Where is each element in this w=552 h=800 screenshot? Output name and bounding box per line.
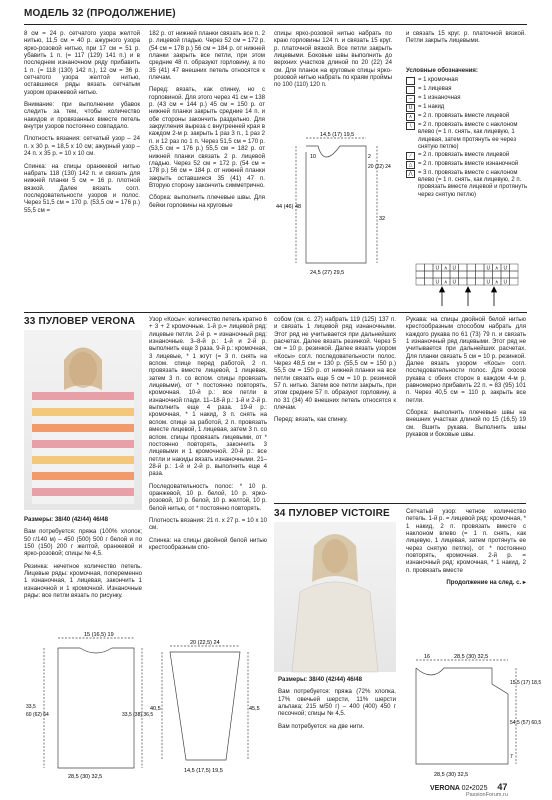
arrow-head-icon xyxy=(440,287,445,292)
dim-a: 16 xyxy=(424,654,431,660)
m32-text: спицы ярко-розовой нитью набрать по краю горловины 124 п. и связать 15 круг. р. платочной вязкой. Все петли закрыть лицевыми. Боковые швы выполнить до верхних участков длиной по 20 (22) 24 см. Для планок на круговые спицы ярко-розовой нитью набрать по краям проймы по 100 (110) 120 п. xyxy=(274,30,392,89)
dim-mid: 20 (22) 24 xyxy=(368,164,391,170)
dim-d: 54,5 (57) 60,5 xyxy=(510,720,542,726)
dim-left-2: 60 (62) 64 xyxy=(26,712,49,718)
chart-symbol: ∧ xyxy=(494,279,499,286)
sweater-stripe xyxy=(32,496,134,504)
m32-text: 8 см = 24 р. сетчатого узора желтой нитью, 11,5 см = 40 р. ажурного узора ярко-розовой нитью, при 17 см = 51 р. убавить 1 п. (= 117 (129) 141 п.) и в последнем изнаночном ряду прибавить 1 п. (= 118 (130) 142 п.), 12 см = 36 р. сетчатого узора желтой нитью, оставшиеся ряды вязать сетчатым узором оранжевой нитью. xyxy=(24,30,140,96)
legend-symbol-icon xyxy=(406,77,415,85)
chart-cell xyxy=(467,271,476,278)
chart-cell xyxy=(416,264,425,271)
site-watermark: PassionForum.ru xyxy=(466,792,508,798)
legend-symbol-icon: ∕ xyxy=(406,152,415,160)
m32-knitting-chart xyxy=(412,262,524,310)
m33-sizes: Размеры: 38/40 (42/44) 46/48 xyxy=(24,516,109,523)
m33-column-3 xyxy=(274,316,396,429)
legend-text: = 1 кромочная xyxy=(418,77,458,84)
m32-text: Перед: вязать, как спинку, но с горловиной. Для этого через 41 см = 138 р. (43 см = 144 р.) 45 см = 150 р. от нижней планки закрыть средние 14 п. и обе стороны закончить раздельно. Для закругления выреза с внутренней края в каждом 2-м р. закрыть 1 раз 3 п., 1 раз 2 п. и 12 раз по 1 п. Через 51,5 см = 170 р. (53,5 см = 176 р.) 55,5 см = 182 р. от нижней планки связать 2 р. лицевой гладью. Через 52 см = 172 р. (54 см = 178 р.) 56 см = 184 р. от нижней планки закрыть оставшиеся 35 (41) 47 п. Вторую сторону закончить симметрично. xyxy=(149,86,265,189)
arrow-head-icon xyxy=(492,287,497,292)
chart-symbol: ∧ xyxy=(443,279,448,286)
model33-photo xyxy=(24,330,142,510)
m33-elastic: Резинка: нечетное количество петель. Лицевые ряды: кромочная, попеременно 1 изнаночная, 1 лицевая, закончить 1 изнаночной и 1 кромочной. Изнаночные ряды: все петли вязать по рисунку. xyxy=(24,562,142,600)
sweater-stripe xyxy=(32,424,134,432)
pullover-illustration xyxy=(274,522,396,672)
sweater-stripe xyxy=(32,480,134,488)
chart-cell xyxy=(425,278,434,285)
m33-text: Спинка: на спицы двойной белой нитью крестообразным спо- xyxy=(149,536,267,551)
chart-symbol: U xyxy=(503,279,508,286)
sweater-stripe xyxy=(32,448,134,456)
dim-side-right: 32 xyxy=(379,216,386,222)
m33-body-schematic xyxy=(24,628,154,782)
sweater-stripe xyxy=(32,392,134,400)
sweater-stripe xyxy=(32,456,134,464)
m33-text: Рукава: на спицы двойной белой нитью крестообразным способом набрать для каждого рукава по 61 (73) 79 п. и связать 1 изнаночный ряд лицевыми. Этот ряд не учитывается при дальнейших расчетах. Для планки связать 5 см = 10 р. резинкой. Далее вязать узором «Косы» согл. последовательности полос. Для скосов рукава с обеих сторон в каждом 4-м р. равномерно прибавить 22 п. = 83 (95) 101 п. Через 40,5 см = 110 р. закрыть все петли. xyxy=(406,316,526,404)
dim-left: 40,5 xyxy=(150,706,161,712)
dim-left: 33,5 xyxy=(26,704,36,710)
chart-symbol: ∧ xyxy=(443,265,448,272)
m33-column-4 xyxy=(406,316,526,444)
m33-text: Сборка: выполнить плечевые швы на внешних участках длиной по 15 (16,5) 19 см. Вшить рукава. Выполнить швы рукавов и боковые швы. xyxy=(406,409,526,439)
m32-column-3 xyxy=(274,30,392,94)
legend-title: Условные обозначения: xyxy=(406,68,478,74)
legend-text: = 2 п. провязать вместе изнаночной xyxy=(418,161,519,168)
legend-item xyxy=(406,77,528,85)
dim-bottom: 24,5 (27) 29,5 xyxy=(310,270,345,276)
chart-symbol: U xyxy=(452,279,457,286)
sweater-stripe xyxy=(32,416,134,424)
chart-cell xyxy=(459,271,468,278)
m33-column-2 xyxy=(149,316,267,556)
chart-cell xyxy=(433,271,442,278)
dim-top: 14,5 (17) 19,5 xyxy=(320,132,355,138)
m33-sleeve-schematic xyxy=(150,640,260,780)
legend-text: = 2 п. провязать вместе лицевой xyxy=(418,113,510,120)
dim-depth: 2 xyxy=(368,154,371,160)
dim-side-left: 44 (46) 48 xyxy=(276,204,302,210)
m34-text: Сетчатый узор: четное количество петель. 1-й р. = лицевой ряд: кромочная, * 1 накид, 2 п. провязать вместе с наклоном влево (= 1 п. снять, как лицевую, 1 лицевая, затем протянуть ее через снятую петлю), от * постоянно повторять, кромочная. 2-й р. = изнаночный ряд: кромочная, * 1 накид, 2 п. провязать вместе xyxy=(406,508,526,574)
legend-text: = 2 п. провязать вместе с наклоном влево (= 1 п. снять, как лицевую, 1 лицевая, затем протянуть ее через снятую петлю) xyxy=(418,122,518,150)
legend-text: = 3 п. провязать вместе с наклоном влево (= 1 п. снять, как лицевую, 2 п. провязать вместе лицевой и протянуть через снятую петлю) xyxy=(418,170,528,198)
chart-cell xyxy=(459,264,468,271)
dim-top: 15 (16,5) 19 xyxy=(84,632,114,638)
m34-column-3 xyxy=(278,676,396,735)
chart-cell xyxy=(459,278,468,285)
chart-cell xyxy=(510,264,519,271)
chart-symbol: ∧ xyxy=(494,265,499,272)
model34-photo xyxy=(274,522,396,672)
chart-cell xyxy=(442,271,451,278)
legend-item xyxy=(406,161,528,169)
sweater-stripe xyxy=(32,472,134,480)
legend-symbol-icon: ∖ xyxy=(406,122,415,130)
m33-text: Узор «Косы»: количество петель кратно 6 + 3 + 2 кромочные. 1-й р.= лицевой ряд: лицевые петли. 2-й р. = изнаночный ряд: изнаночные. 3–8-й р.: 1-й и 2-й р. выполнить еще 3 раза. 9-й р.: кромочная, 3 лицевые, * 1 жгут (= 3 п. снять на вспом. спице перед работой, 2 п. провязать вместе лицевой, 1 лицевая, затем 3 п. со вспом. спицы провязать лицевыми), от * постоянно повторять, кромочная. 10-й р.: все петли в изнаночной глади. 11–18-й р.: 1-й и 2-й р. выполнить еще 4 раза. 19-й р.: кромочная, * 1 накид, 3 п. снять на вспом. спице за работой, 2 п. провязать вместе лицевой, 1 лицевая, затем 3 п. со вспом. спицы провязать лицевыми, от * постоянно повторять, закончить 3 лицевыми и 1 кромочной. 20-й р.: все петли и накиды вязать изнаночными. 21–28-й р.: 1-й и 2-й р. выполнить еще 4 раза. xyxy=(149,316,267,478)
legend-symbol-icon: – xyxy=(406,95,415,103)
m34-materials: Вам потребуется: пряжа (72% хлопка, 17% овечьей шерсти, 11% шерсти альпака; 215 м/50 г) – 400 (400) 450 г песочной; спицы № 4,5. xyxy=(278,688,396,718)
legend-symbol-icon: ∧ xyxy=(406,113,415,121)
chart-symbol: U xyxy=(452,265,457,272)
chart-symbol: U xyxy=(435,265,440,272)
chart-cell xyxy=(493,271,502,278)
m32-column-2 xyxy=(149,30,265,214)
legend-item xyxy=(406,152,528,160)
dim-e: 7 xyxy=(510,754,513,760)
legend-symbol-icon: U xyxy=(406,104,415,112)
chart-cell xyxy=(416,278,425,285)
m33-text: Перед: вязать, как спинку. xyxy=(274,416,348,424)
legend-text: = 1 изнаночная xyxy=(418,95,461,102)
legend-item xyxy=(406,170,528,199)
chart-cell xyxy=(510,278,519,285)
arrow-head-icon xyxy=(466,287,471,292)
m32-legend xyxy=(406,68,528,200)
chart-symbol: U xyxy=(486,265,491,272)
page-footer xyxy=(430,782,507,792)
sweater-stripe xyxy=(32,408,134,416)
legend-item xyxy=(406,113,528,121)
legend-item xyxy=(406,122,528,151)
m34-column-4 xyxy=(406,508,526,591)
dim-c: 15,5 (17) 18,5 xyxy=(510,680,542,686)
chart-cell xyxy=(467,264,476,271)
m33-text: Последовательность полос: * 10 р. оранжевой, 10 р. белой, 10 р. ярко-розовой, 10 р. белой, 10 р. желтой, 10 р. белой нитью, от * постоянно повторять. xyxy=(149,482,267,512)
chart-cell xyxy=(450,271,459,278)
sweater-stripe xyxy=(32,464,134,472)
legend-symbol-icon: △ xyxy=(406,161,415,169)
chart-symbol: U xyxy=(435,279,440,286)
chart-cell xyxy=(416,271,425,278)
chart-symbol: U xyxy=(503,265,508,272)
m32-body-schematic xyxy=(274,128,392,278)
sweater-illustration xyxy=(24,330,142,510)
chart-cell xyxy=(467,278,476,285)
chart-symbol: U xyxy=(486,279,491,286)
sweater-stripe xyxy=(32,432,134,440)
m32-text: Сборка: выполнить плечевые швы. Для бейки горловины на круговые xyxy=(149,194,265,209)
m32-column-1 xyxy=(24,30,140,219)
m32-text: и связать 15 круг. р. платочной вязкой. Петли закрыть лицевыми. xyxy=(406,30,526,45)
chart-cell xyxy=(476,271,485,278)
legend-item xyxy=(406,104,528,112)
dim-right: 45,5 xyxy=(249,706,260,712)
m32-text: 182 р. от нижней планки связать все п. 2 р. лицевой гладью. Через 52 см = 172 р. (54 см = 178 р.) 56 см = 184 р. от нижней планки закрыть все петли, при этом средние 48 п. образуют горловину, а по 35 (41) 47 внешних петель относятся к плечам. xyxy=(149,30,265,82)
m34-body-schematic xyxy=(404,654,542,784)
issue: 02•2025 xyxy=(461,785,488,792)
dim-b: 28,5 (30) 32,5 xyxy=(454,654,489,660)
sweater-stripe xyxy=(32,440,134,448)
page-number: 47 xyxy=(497,782,508,792)
header-rule xyxy=(24,24,527,25)
legend-item xyxy=(406,95,528,103)
chart-cell xyxy=(484,271,493,278)
section-rule xyxy=(24,312,527,313)
model32-title: МОДЕЛЬ 32 (ПРОДОЛЖЕНИЕ) xyxy=(24,8,176,19)
legend-symbol-icon: ⋀ xyxy=(406,170,415,178)
m33-text: собом (см. с. 27) набрать 119 (125) 137 п. и связать 1 лицевой ряд изнаночными. Этот ряд не учитывается при дальнейших расчетах. Далее вязать резинкой. Через 5 см = 10 р. резинкой. Далее вязать узором «Косы» согл. последовательности полос. Через 48,5 см = 130 р. (55,5 см = 150 р.) 55,5 см = 150 р. от нижней планки на все петли связать еще 5 см = 10 р. резинкой 57 п. нитью. Затем все петли закрыть, при этом средние 57 п. образуют горловину, а по 31 (34) 40 внешних петель относятся к плечам. xyxy=(274,316,396,412)
magazine-name: VERONA xyxy=(430,785,460,792)
chart-cell xyxy=(425,264,434,271)
section-rule xyxy=(274,503,526,504)
chart-cell xyxy=(476,264,485,271)
m32-text: Плотность вязания: сетчатый узор – 24 п. х 30 р. = 18,5 х 10 см; ажурный узор – 24 п. х 35 р. = 10 х 10 см. xyxy=(24,135,140,158)
continue-note: Продолжение на след. с. ▸ xyxy=(446,579,526,587)
model33-title: 33 ПУЛОВЕР VERONA xyxy=(24,316,136,327)
m34-sizes: Размеры: 38/40 (42/44) 46/48 xyxy=(278,676,363,683)
chart-cell xyxy=(425,271,434,278)
sweater-stripe xyxy=(32,400,134,408)
dim-bottom: 28,5 (30) 32,5 xyxy=(434,772,469,778)
dim-right: 33,5 (38) 36,5 xyxy=(122,712,154,718)
model34-title: 34 ПУЛОВЕР VICTOIRE xyxy=(274,508,390,519)
m34-cont: Вам потребуется: на две нити. xyxy=(278,722,365,730)
m32-column-4 xyxy=(406,30,526,50)
m32-text: Внимание: при выполнении убавок следить за тем, чтобы количество накидов и провязанных вместе петель внутри узоров постоянно совпадало. xyxy=(24,101,140,131)
dim-neck: 10 xyxy=(310,154,317,160)
legend-symbol-icon xyxy=(406,86,415,94)
legend-item xyxy=(406,86,528,94)
dim-bottom: 28,5 (30) 32,5 xyxy=(68,774,103,780)
legend-text: = 1 накид xyxy=(418,104,445,111)
dim-bottom: 14,5 (17,5) 19,5 xyxy=(184,768,223,774)
legend-text: = 2 п. провязать вместе лицевой xyxy=(418,152,510,159)
m32-text: Спинка: на спицы оранжевой нитью набрать 118 (130) 142 п. и связать для нижней планки 5 см = 16 р. плотной вязкой. Далее вязать согл. последовательности узоров и полос. Через 51,5 см = 170 р. (53,5 см = 176 р.) 55,5 см = xyxy=(24,162,140,214)
dim-top: 20 (22,5) 24 xyxy=(190,640,220,646)
chart-cell xyxy=(476,278,485,285)
legend-text: = 1 лицевая xyxy=(418,86,452,93)
chart-cell xyxy=(501,271,510,278)
m33-column-1 xyxy=(24,516,142,604)
m33-text: Плотность вязания: 21 п. x 27 р. = 10 x 10 см. xyxy=(149,516,268,532)
chart-cell xyxy=(510,271,519,278)
sweater-stripe xyxy=(32,488,134,496)
m33-materials: Вам потребуется: пряжа (100% хлопок; 50 г/140 м) – 450 (500) 500 г белой и по 150 (150) 200 г желтой, оранжевой и ярко-розовой; спицы № 4,5. xyxy=(24,528,142,558)
